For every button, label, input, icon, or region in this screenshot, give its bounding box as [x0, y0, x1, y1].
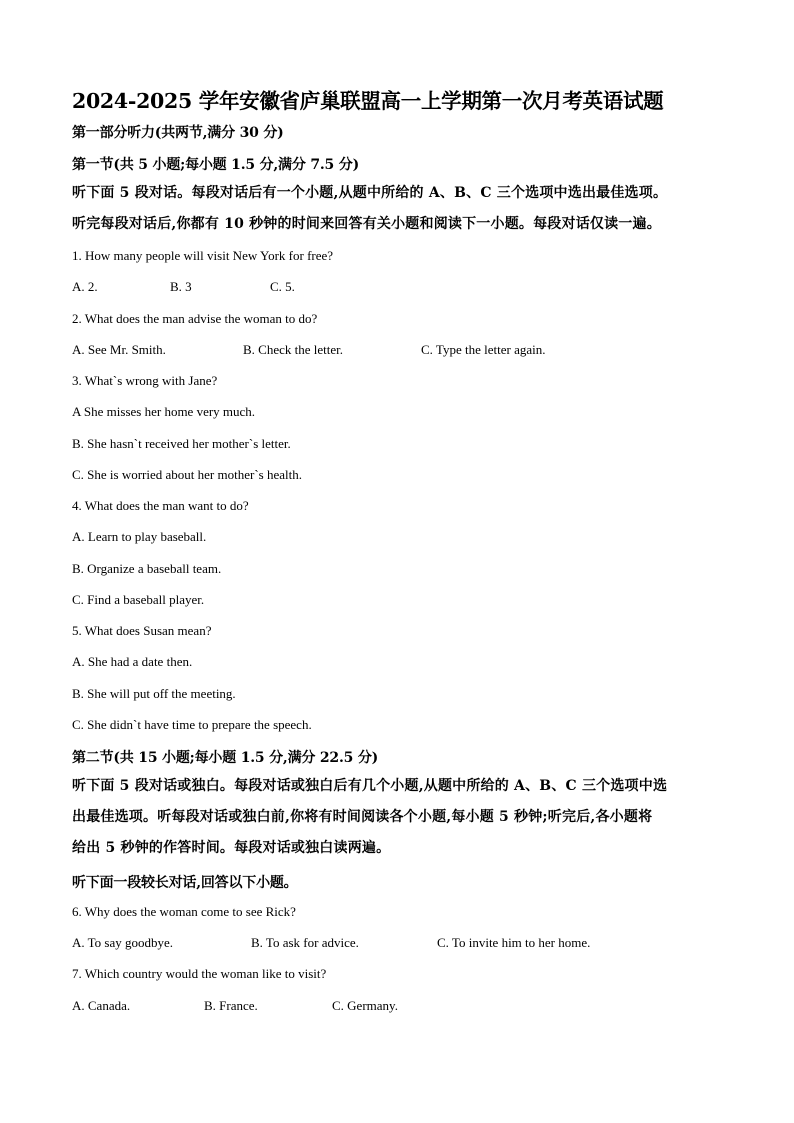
page-title: 2024-2025 学年安徽省庐巢联盟高一上学期第一次月考英语试题 — [72, 89, 664, 113]
question-4-stem: 4. What does the man want to do? — [72, 498, 249, 513]
question-3-option-c: C. She is worried about her mother`s health. — [72, 467, 302, 482]
question-7-option-b: B. France. — [204, 998, 258, 1013]
instruction-line: 出最佳选项。听每段对话或独白前,你将有时间阅读各个小题,每小题 5 秒钟;听完后,各小题将 — [72, 809, 653, 825]
question-1-stem: 1. How many people will visit New York for free? — [72, 248, 334, 263]
question-1-option-c: C. 5. — [270, 279, 295, 294]
question-6-option-c: C. To invite him to her home. — [437, 935, 591, 950]
section1-instructions — [72, 178, 732, 240]
question-7-stem: 7. Which country would the woman like to visit? — [72, 966, 327, 981]
question-3-option-b: B. She hasn`t received her mother`s letter. — [72, 436, 291, 451]
instruction-line: 听下面 5 段对话。每段对话后有一个小题,从题中所给的 A、B、C 三个选项中选出最佳选项。 — [72, 185, 668, 201]
question-5-stem: 5. What does Susan mean? — [72, 623, 212, 638]
section2-subheading: 听下面一段较长对话,回答以下小题。 — [72, 875, 298, 891]
instruction-line: 听完每段对话后,你都有 10 秒钟的时间来回答有关小题和阅读下一小题。每段对话仅读一遍。 — [72, 216, 661, 232]
question-6-option-a: A. To say goodbye. — [72, 935, 174, 950]
question-2-option-a: A. See Mr. Smith. — [72, 342, 166, 357]
question-1-option-b: B. 3 — [170, 279, 192, 294]
question-5-option-c: C. She didn`t have time to prepare the speech. — [72, 717, 312, 732]
question-3-option-a: A She misses her home very much. — [72, 404, 256, 419]
question-2-option-b: B. Check the letter. — [243, 342, 344, 357]
question-5-option-b: B. She will put off the meeting. — [72, 686, 236, 701]
question-5-option-a: A. She had a date then. — [72, 654, 193, 669]
question-2-option-c: C. Type the letter again. — [421, 342, 546, 357]
question-1-option-a: A. 2. — [72, 279, 98, 294]
instruction-line: 听下面 5 段对话或独白。每段对话或独白后有几个小题,从题中所给的 A、B、C 三个选项中选 — [72, 778, 668, 794]
section2-instructions — [72, 771, 732, 864]
question-7-option-a: A. Canada. — [72, 998, 131, 1013]
instruction-line: 给出 5 秒钟的作答时间。每段对话或独白读两遍。 — [72, 840, 391, 856]
question-3-stem: 3. What`s wrong with Jane? — [72, 373, 218, 388]
question-6-stem: 6. Why does the woman come to see Rick? — [72, 904, 296, 919]
question-7-option-c: C. Germany. — [332, 998, 398, 1013]
section2-heading: 第二节(共 15 小题;每小题 1.5 分,满分 22.5 分) — [72, 750, 379, 766]
section1-heading: 第一节(共 5 小题;每小题 1.5 分,满分 7.5 分) — [72, 157, 359, 173]
question-6-option-b: B. To ask for advice. — [251, 935, 359, 950]
part1-heading: 第一部分听力(共两节,满分 30 分) — [72, 125, 284, 141]
question-4-option-a: A. Learn to play baseball. — [72, 529, 207, 544]
question-4-option-c: C. Find a baseball player. — [72, 592, 205, 607]
question-2-stem: 2. What does the man advise the woman to do? — [72, 311, 318, 326]
question-4-option-b: B. Organize a baseball team. — [72, 561, 222, 576]
